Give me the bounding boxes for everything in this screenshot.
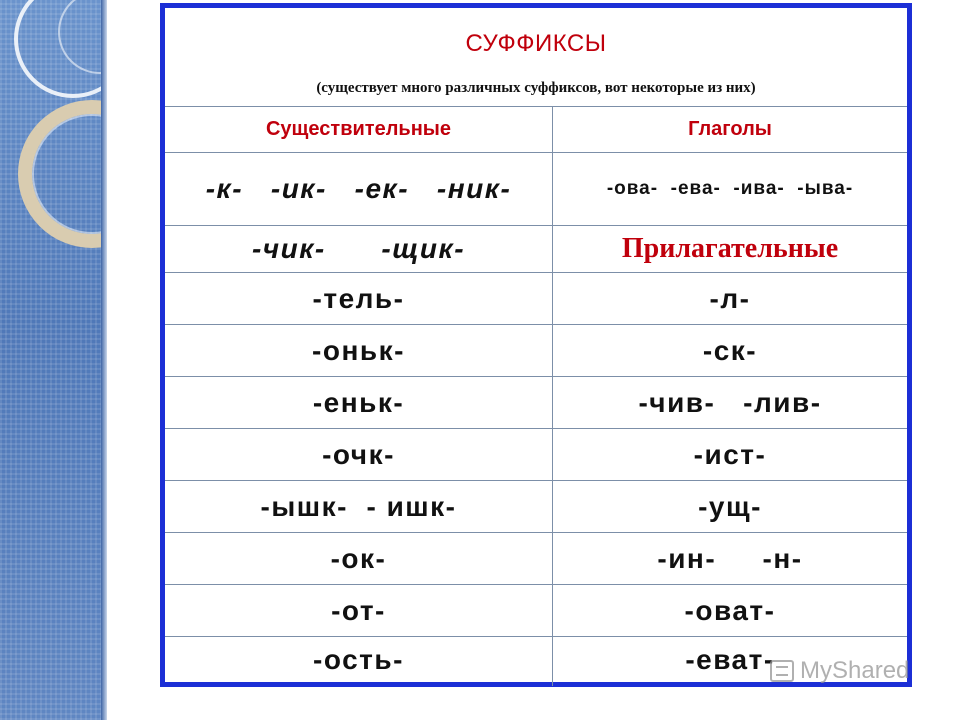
table-row — [165, 325, 907, 377]
section-heading-adjectives: Прилагательные — [621, 233, 839, 264]
decorative-ring-shape — [18, 100, 107, 248]
table-cell: -л- — [709, 282, 751, 314]
table-cell: -от- — [331, 594, 386, 626]
table-cell: -ин- -н- — [657, 542, 803, 574]
table-cell: -чив- -лив- — [638, 386, 822, 418]
page-title: СУФФИКСЫ — [465, 30, 607, 57]
table-row — [165, 226, 907, 273]
table-row — [165, 153, 907, 226]
table-cell: -ск- — [702, 334, 758, 366]
table-row — [165, 429, 907, 481]
table-cell: -чик- -щик- — [251, 233, 466, 264]
table-cell: -еват- — [685, 643, 775, 675]
table-row — [165, 533, 907, 585]
watermark — [770, 656, 909, 686]
column-header-nouns: Существительные — [265, 118, 451, 140]
table-cell: -ок- — [330, 542, 387, 574]
presentation-icon — [770, 660, 794, 682]
table-cell: -ость- — [313, 643, 404, 675]
table-row — [165, 273, 907, 325]
watermark-text: MyShared — [800, 657, 910, 684]
page-subtitle: (существует много различных суффиксов, вот некоторые из них) — [316, 80, 756, 96]
column-header-verbs: Глаголы — [688, 118, 772, 140]
table-row — [165, 481, 907, 533]
table-cell: -оньк- — [312, 334, 405, 366]
table-cell: -ова- -ева- -ива- -ыва- — [606, 178, 854, 199]
table-header — [165, 8, 907, 107]
table-cell: -очк- — [322, 438, 395, 470]
table-cell: -ист- — [693, 438, 767, 470]
table-cell: -ышк- - ишк- — [260, 490, 457, 522]
table-row — [165, 377, 907, 429]
table-cell: -к- -ик- -ек- -ник- — [205, 173, 512, 204]
decorative-fabric-strip — [0, 0, 107, 720]
column-header-row — [165, 107, 907, 153]
suffix-table — [160, 3, 912, 687]
table-row — [165, 585, 907, 637]
table-cell: -оват- — [684, 594, 776, 626]
decorative-strip-edge — [101, 0, 107, 720]
table-cell: -тель- — [312, 282, 405, 314]
table-cell: -ущ- — [698, 490, 762, 522]
table-cell: -еньк- — [312, 386, 405, 418]
